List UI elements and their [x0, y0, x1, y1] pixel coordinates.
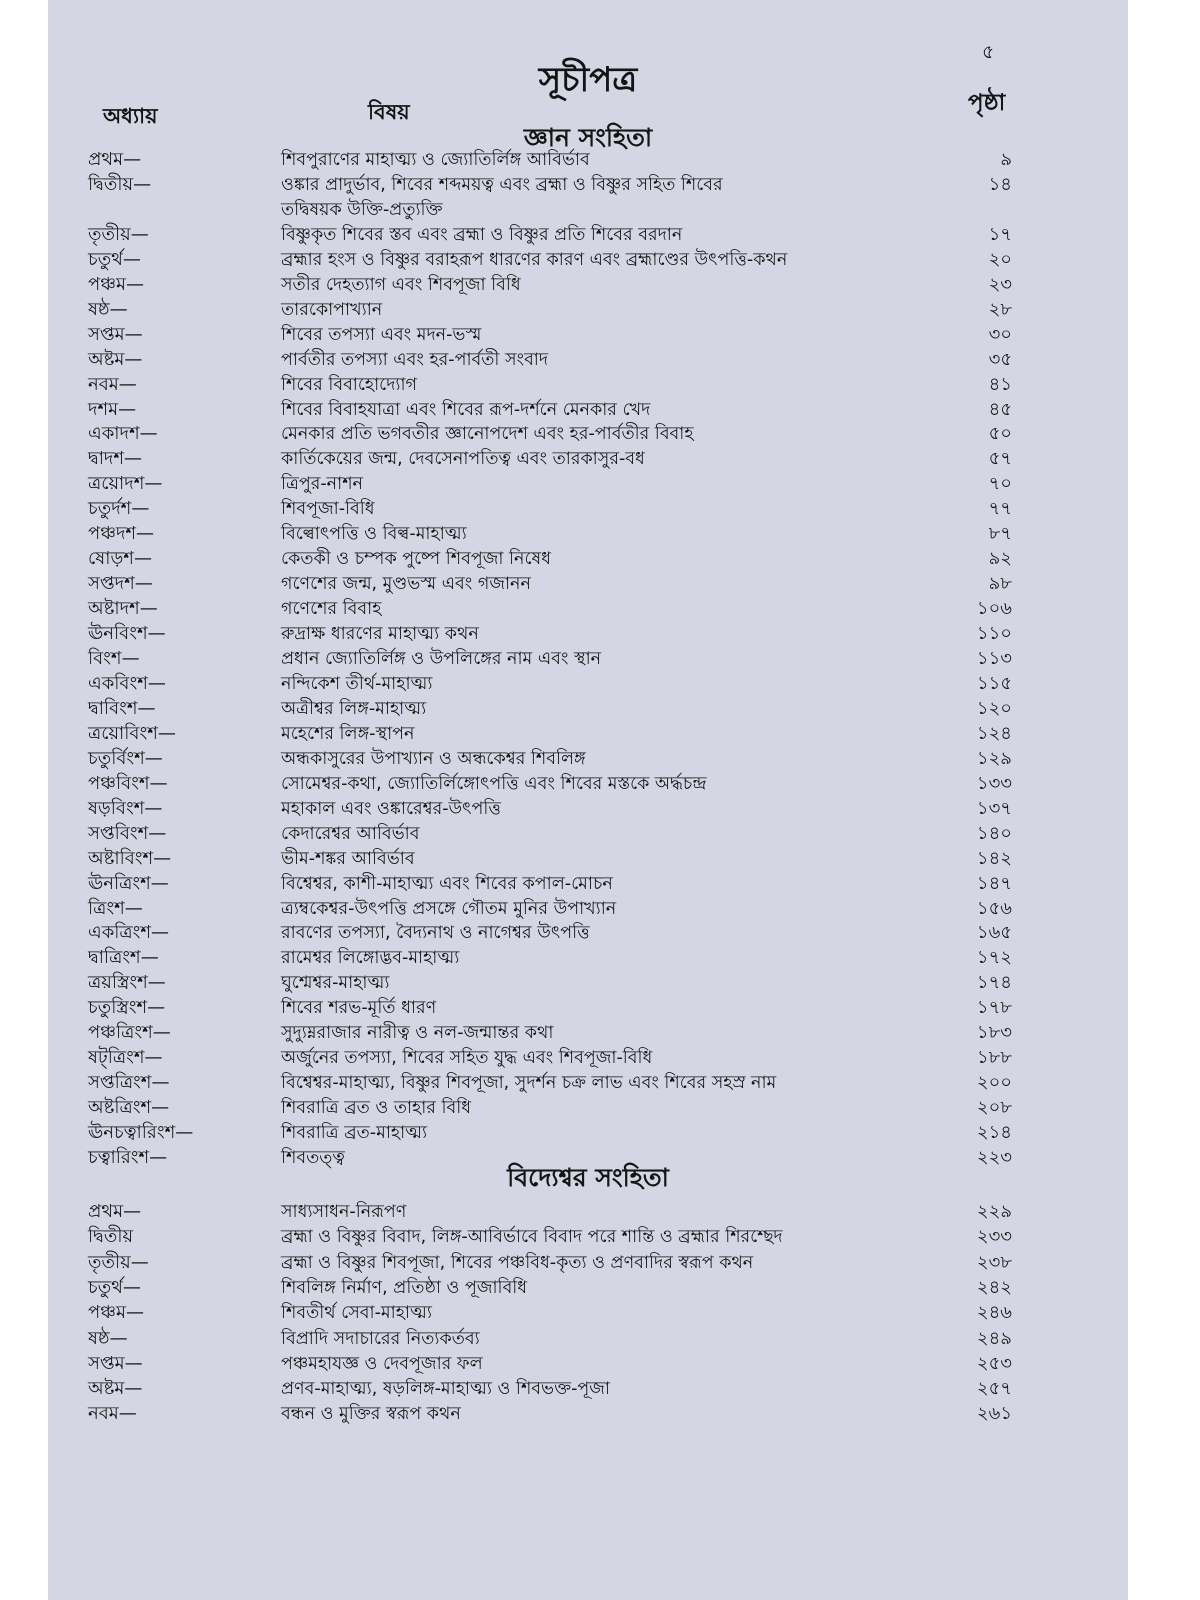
toc-row [48, 821, 1128, 847]
subject-text: গণেশের জন্ম, মুণ্ডভস্ম এবং গজানন [281, 574, 531, 595]
toc-row [48, 871, 1128, 897]
subject-text: রুদ্রাক্ষ ধারণের মাহাত্ম্য কথন [281, 624, 479, 645]
page-ref: ১২৯ [976, 747, 1012, 769]
page-ref: ১১০ [976, 623, 1012, 645]
page-ref: ১৮৮ [976, 1047, 1012, 1069]
chapter-label: প্রথম— [88, 1201, 142, 1222]
toc-row [48, 521, 1128, 547]
page-ref: ১৩৭ [976, 797, 1012, 819]
subject-text: গণেশের বিবাহ [281, 599, 382, 620]
page-ref: ৫০ [988, 423, 1012, 445]
page-ref: ২৫৭ [976, 1378, 1012, 1400]
chapter-label: চত্বারিংশ— [88, 1147, 168, 1168]
subject-text: ওঙ্কার প্রাদুর্ভাব, শিবের শব্দময়ত্ব এবং ব্রহ্মা ও বিষ্ণুর সহিত শিবের [281, 174, 723, 195]
subject-text: শিবের বিবাহযাত্রা এবং শিবের রূপ-দর্শনে মেনকার খেদ [281, 399, 651, 420]
toc-row [48, 1120, 1128, 1146]
chapter-label: একত্রিংশ— [88, 922, 170, 944]
toc-row [48, 372, 1128, 398]
page-ref: ১৭ [988, 223, 1012, 245]
subject-text: তারকোপাখ্যান [281, 299, 383, 320]
toc-row [48, 1250, 1128, 1276]
chapter-label: সপ্তত্রিংশ— [88, 1072, 170, 1094]
chapter-label: অষ্টাবিংশ— [88, 847, 172, 869]
subject-text: অর্জুনের তপস্যা, শিবের সহিত যুদ্ধ এবং শিবপূজা-বিধি [281, 1048, 653, 1069]
subject-text: বিল্বোৎপত্তি ও বিল্ব-মাহাত্ম্য [281, 524, 467, 545]
page-ref: ১০৬ [976, 598, 1012, 620]
subject-text: সাধ্যসাধন-নিরূপণ [281, 1202, 407, 1222]
toc-row [48, 1401, 1128, 1427]
toc-row [48, 1300, 1128, 1326]
chapter-label: ঊনচত্বারিংশ— [88, 1122, 194, 1144]
subject-text: ব্রহ্মার হংস ও বিষ্ণুর বরাহরূপ ধারণের কারণ এবং ব্রহ্মাণ্ডের উৎপত্তি-কথন [281, 249, 788, 270]
column-header-subject: বিষয় [368, 100, 410, 124]
page-ref: ১৬৫ [976, 922, 1012, 944]
page-ref: ২১৪ [976, 1122, 1012, 1144]
chapter-label: দ্বিতীয়— [88, 173, 152, 195]
section-title: বিদ্যেশ্বর সংহিতা [507, 1163, 669, 1192]
chapter-label: ত্রয়োবিংশ— [88, 722, 176, 744]
toc-row [48, 172, 1128, 198]
chapter-label: তৃতীয়— [88, 1251, 149, 1273]
toc-row [48, 896, 1128, 922]
subject-text: প্রধান জ্যোতির্লিঙ্গ ও উপলিঙ্গের নাম এবং স্থান [281, 649, 602, 669]
toc-row [48, 746, 1128, 772]
toc-row [48, 1376, 1128, 1402]
page-ref: ২৫৩ [976, 1352, 1012, 1374]
subject-continuation: তদ্বিষয়ক উক্তি-প্রত্যুক্তি [281, 199, 443, 220]
page-ref: ৪১ [988, 373, 1012, 395]
page-ref: ২৬১ [976, 1403, 1012, 1425]
page-ref: ১৭৪ [976, 972, 1012, 994]
subject-text: পার্বতীর তপস্যা এবং হর-পার্বতী সংবাদ [281, 349, 549, 370]
subject-text: অত্রীশ্বর লিঙ্গ-মাহাত্ম্য [281, 698, 427, 719]
subject-text: বিশ্বেশ্বর, কাশী-মাহাত্ম্য এবং শিবের কপাল-মোচন [281, 873, 613, 894]
toc-row [48, 347, 1128, 373]
page-ref: ১৮৩ [976, 1022, 1012, 1044]
toc-row [48, 945, 1128, 971]
page-ref: ২২৯ [976, 1201, 1012, 1222]
chapter-label: দ্বাত্রিংশ— [88, 947, 159, 969]
chapter-label: দ্বাবিংশ— [88, 697, 156, 719]
page-ref: ৩০ [988, 323, 1012, 345]
chapter-label: তৃতীয়— [88, 223, 149, 245]
chapter-label: বিংশ— [88, 648, 140, 669]
chapter-label: পঞ্চম— [88, 273, 144, 295]
page-ref: ২৪২ [976, 1276, 1012, 1298]
chapter-label: সপ্তম— [88, 323, 143, 345]
page-ref: ১৪ [988, 173, 1012, 195]
toc-row [48, 846, 1128, 872]
toc-row [48, 247, 1128, 273]
chapter-label: পঞ্চদশ— [88, 523, 155, 545]
subject-text: শিবের শরভ-মূর্তি ধারণ [281, 998, 437, 1019]
page-ref: ১৫৬ [976, 897, 1012, 919]
page-ref: ১২৪ [976, 722, 1012, 744]
toc-row [48, 446, 1128, 472]
toc-row [48, 596, 1128, 622]
toc-row [48, 1326, 1128, 1352]
column-header-chapter: অধ্যায় [103, 104, 158, 128]
subject-text: শিবের বিবাহোদ্যোগ [281, 374, 418, 395]
page-ref: ২৮ [988, 298, 1012, 320]
chapter-label: চতুর্থ— [88, 248, 141, 270]
page-ref: ৩৫ [988, 348, 1012, 370]
subject-text: শিবতত্ত্ব [281, 1148, 345, 1168]
column-header-page: পৃষ্ঠা [968, 90, 1006, 116]
chapter-label: নবম— [88, 1403, 137, 1425]
subject-text: শিবের তপস্যা এবং মদন-ভস্ম [281, 324, 482, 345]
subject-text: ঘুশ্মেশ্বর-মাহাত্ম্য [281, 973, 390, 994]
toc-row [48, 646, 1128, 672]
chapter-label: একাদশ— [88, 423, 158, 445]
toc-row [48, 1095, 1128, 1121]
toc-row [48, 421, 1128, 447]
toc-row [48, 147, 1128, 173]
toc-row [48, 1020, 1128, 1046]
page-ref: ৮৭ [988, 523, 1012, 545]
toc-row [48, 671, 1128, 697]
page-ref: ১১৫ [976, 672, 1012, 694]
page-ref: ২৩৮ [976, 1251, 1012, 1273]
chapter-label: সপ্তম— [88, 1352, 143, 1374]
toc-row [48, 546, 1128, 572]
toc-row [48, 272, 1128, 298]
page-ref: ১৪০ [976, 822, 1012, 844]
subject-text: শিবতীর্থ সেবা-মাহাত্ম্য [281, 1303, 432, 1324]
page-ref: ২২৩ [976, 1147, 1012, 1168]
chapter-label: প্রথম— [88, 149, 142, 170]
subject-text: ভীম-শঙ্কর আবির্ভাব [281, 848, 415, 869]
chapter-label: পঞ্চম— [88, 1302, 144, 1324]
subject-text: সুদ্যুম্নরাজার নারীত্ব ও নল-জন্মান্তর কথা [281, 1023, 554, 1044]
page-ref: ১৪৭ [976, 872, 1012, 894]
chapter-label: নবম— [88, 373, 137, 395]
subject-text: শিবপুরাণের মাহাত্ম্য ও জ্যোতির্লিঙ্গ আবির্ভাব [281, 150, 590, 170]
subject-text: বন্ধন ও মুক্তির স্বরূপ কথন [281, 1404, 461, 1425]
subject-text: শিবপূজা-বিধি [281, 499, 375, 520]
subject-text: শিবরাত্রি ব্রত ও তাহার বিধি [281, 1098, 472, 1119]
subject-text: প্রণব-মাহাত্ম্য, ষড়লিঙ্গ-মাহাত্ম্য ও শিবভক্ত-পূজা [281, 1379, 611, 1400]
page-ref: ২০০ [976, 1072, 1012, 1094]
subject-text: শিবরাত্রি ব্রত-মাহাত্ম্য [281, 1123, 428, 1144]
subject-text: পঞ্চমহাযজ্ঞ ও দেবপূজার ফল [281, 1353, 483, 1374]
chapter-label: একবিংশ— [88, 672, 166, 694]
chapter-label: দ্বিতীয় [88, 1226, 134, 1248]
page-ref: ৪৫ [988, 398, 1012, 420]
subject-text: কেদারেশ্বর আবির্ভাব [281, 823, 420, 844]
page-ref: ২৩৩ [976, 1226, 1012, 1248]
chapter-label: দ্বাদশ— [88, 448, 143, 470]
chapter-label: পঞ্চবিংশ— [88, 772, 168, 794]
subject-text: ত্রিপুর-নাশন [281, 474, 364, 495]
subject-text: সতীর দেহত্যাগ এবং শিবপূজা বিধি [281, 274, 521, 295]
toc-row [48, 796, 1128, 822]
toc-row [48, 771, 1128, 797]
chapter-label: চতুর্বিংশ— [88, 747, 163, 769]
toc-row [48, 1045, 1128, 1071]
page-ref: ১১৩ [976, 648, 1012, 669]
page-ref: ৭৭ [988, 498, 1012, 520]
chapter-label: ষোড়শ— [88, 548, 152, 570]
chapter-label: চতুর্দশ— [88, 498, 150, 520]
page-ref: ২০৮ [976, 1097, 1012, 1119]
subject-text: শিবলিঙ্গ নির্মাণ, প্রতিষ্ঠা ও পূজাবিধি [281, 1277, 528, 1298]
toc-row [48, 222, 1128, 248]
chapter-label: ষষ্ঠ— [88, 1327, 128, 1349]
subject-text: রাবণের তপস্যা, বৈদ্যনাথ ও নাগেশ্বর উৎপত্তি [281, 923, 590, 944]
toc-row [48, 496, 1128, 522]
toc-row [48, 1224, 1128, 1250]
subject-text: বিষ্ণুকৃত শিবের স্তব এবং ব্রহ্মা ও বিষ্ণুর প্রতি শিবের বরদান [281, 224, 683, 245]
chapter-label: পঞ্চত্রিংশ— [88, 1022, 171, 1044]
subject-text: সোমেশ্বর-কথা, জ্যোতির্লিঙ্গোৎপত্তি এবং শিবের মস্তকে অর্দ্ধচন্দ্র [281, 773, 707, 794]
chapter-label: ত্রয়স্ত্রিংশ— [88, 972, 166, 994]
chapter-label: সপ্তদশ— [88, 573, 153, 595]
chapter-label: দশম— [88, 398, 137, 420]
toc-row [48, 571, 1128, 597]
toc-row [48, 1070, 1128, 1096]
subject-text: ব্রহ্মা ও বিষ্ণুর বিবাদ, লিঙ্গ-আবির্ভাবে বিবাদ পরে শান্তি ও ব্রহ্মার শিরশ্ছেদ [281, 1227, 783, 1248]
toc-row [48, 1351, 1128, 1377]
page-ref: ২০ [988, 248, 1012, 270]
chapter-label: ত্রয়োদশ— [88, 473, 163, 495]
toc-row [48, 920, 1128, 946]
section-title: জ্ঞান সংহিতা [523, 123, 653, 152]
page-title: সূচীপত্র [538, 60, 638, 100]
toc-row [48, 322, 1128, 348]
page-ref: ৫৭ [988, 448, 1012, 470]
subject-text: বিপ্রাদি সদাচারের নিত্যকর্তব্য [281, 1328, 480, 1349]
toc-row [48, 995, 1128, 1021]
subject-text: কেতকী ও চম্পক পুষ্পে শিবপূজা নিষেধ [281, 549, 551, 570]
page-ref: ৯ [1000, 149, 1012, 170]
toc-row [48, 970, 1128, 996]
chapter-label: চতুর্থ— [88, 1276, 141, 1298]
page-ref: ৭০ [988, 473, 1012, 495]
chapter-label: ত্রিংশ— [88, 897, 143, 919]
page-ref: ২৩ [988, 273, 1012, 295]
toc-row [48, 721, 1128, 747]
page-ref: ২৪৯ [976, 1327, 1012, 1349]
page-ref: ১৪২ [976, 847, 1012, 869]
subject-text: ত্র্যম্বকেশ্বর-উৎপত্তি প্রসঙ্গে গৌতম মুনির উপাখ্যান [281, 898, 617, 919]
subject-text: ব্রহ্মা ও বিষ্ণুর শিবপূজা, শিবের পঞ্চবিধ-কৃত্য ও প্রণবাদির স্বরূপ কথন [281, 1252, 754, 1273]
subject-text: কার্তিকেয়ের জন্ম, দেবসেনাপতিত্ব এবং তারকাসুর-বধ [281, 449, 645, 470]
chapter-label: ষড়বিংশ— [88, 797, 163, 819]
chapter-label: ঊনবিংশ— [88, 623, 166, 645]
chapter-label: অষ্টাদশ— [88, 598, 158, 620]
toc-row [48, 696, 1128, 722]
book-page [48, 0, 1128, 1600]
chapter-label: অষ্টত্রিংশ— [88, 1097, 170, 1119]
toc-row [48, 397, 1128, 423]
subject-text: মেনকার প্রতি ভগবতীর জ্ঞানোপদেশ এবং হর-পার্বতীর বিবাহ [281, 424, 694, 445]
page-ref: ৯৮ [988, 573, 1012, 595]
subject-text: মহেশের লিঙ্গ-স্থাপন [281, 723, 415, 744]
page-ref: ১৭৮ [976, 997, 1012, 1019]
toc-row [48, 297, 1128, 323]
chapter-label: অষ্টম— [88, 348, 143, 370]
chapter-label: ঊনত্রিংশ— [88, 872, 169, 894]
chapter-label: অষ্টম— [88, 1378, 143, 1400]
toc-row [48, 471, 1128, 497]
toc-row [48, 621, 1128, 647]
page-number: ৫ [982, 41, 995, 63]
subject-text: নন্দিকেশ তীর্থ-মাহাত্ম্য [281, 673, 433, 694]
subject-text: অন্ধকাসুরের উপাখ্যান ও অন্ধকেশ্বর শিবলিঙ্গ [281, 748, 586, 769]
page-ref: ৯২ [988, 548, 1012, 570]
page-ref: ১৩৩ [976, 772, 1012, 794]
page-ref: ১২০ [976, 697, 1012, 719]
chapter-label: ষট্‌ত্রিংশ— [88, 1047, 163, 1069]
subject-text: বিশ্বেশ্বর-মাহাত্ম্য, বিষ্ণুর শিবপূজা, সুদর্শন চক্র লাভ এবং শিবের সহস্র নাম [281, 1073, 777, 1094]
page-ref: ১৭২ [976, 947, 1012, 969]
chapter-label: সপ্তবিংশ— [88, 822, 167, 844]
chapter-label: ষষ্ঠ— [88, 298, 128, 320]
subject-text: রামেশ্বর লিঙ্গোদ্ভব-মাহাত্ম্য [281, 948, 460, 969]
subject-text: মহাকাল এবং ওঙ্কারেশ্বর-উৎপত্তি [281, 798, 501, 819]
toc-row [48, 1275, 1128, 1301]
page-ref: ২৪৬ [976, 1302, 1012, 1324]
toc-row [48, 1199, 1128, 1225]
chapter-label: চতুস্ত্রিংশ— [88, 997, 166, 1019]
